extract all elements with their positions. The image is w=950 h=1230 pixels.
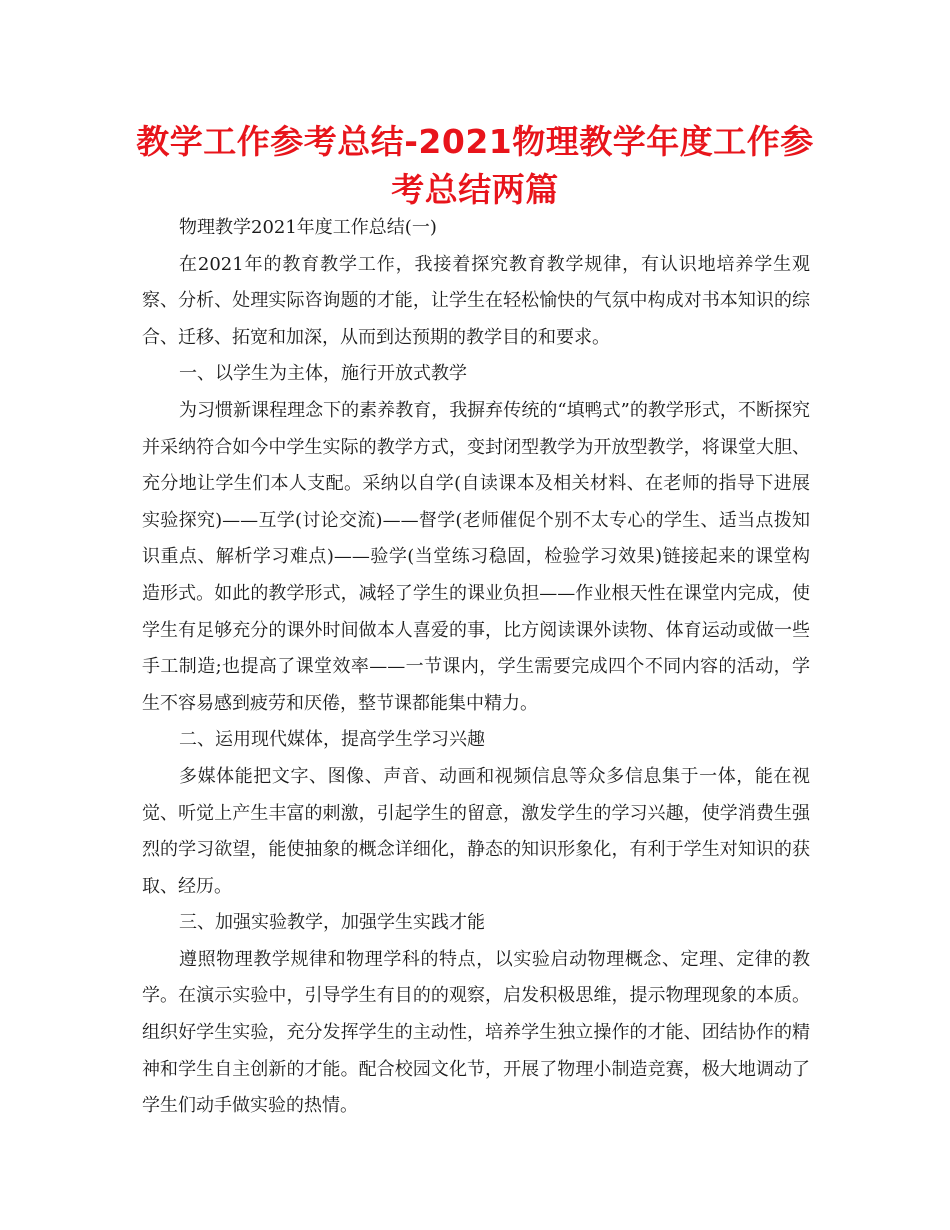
intro-paragraph: 在2021年的教育教学工作，我接着探究教育教学规律，有认识地培养学生观察、分析、处理实际咨询题的才能，让学生在轻松愉快的气氛中构成对书本知识的综合、迁移、拓宽和加深，从而到达预期的教学目的和要求。: [142, 253, 810, 348]
section-3-paragraph: 遵照物理教学规律和物理学科的特点，以实验启动物理概念、定理、定律的教学。在演示实验中，引导学生有目的的观察，启发积极思维，提示物理现象的本质。组织好学生实验，充分发挥学生的主动性，培养学生独立操作的才能、团结协作的精神和学生自主创新的才能。配合校园文化节，开展了物理小制造竞赛，极大地调动了学生们动手做实验的热情。: [142, 948, 810, 1117]
section-heading-3: 三、加强实验教学，加强学生实践才能: [179, 912, 485, 934]
section-heading-2: 二、运用现代媒体，提高学生学习兴趣: [179, 729, 485, 751]
document-body: [142, 210, 810, 1125]
section-heading-1: 一、以学生为主体，施行开放式教学: [179, 363, 467, 385]
subtitle-paragraph: 物理教学2021年度工作总结(一): [179, 217, 437, 238]
section-1-paragraph: 为习惯新课程理念下的素养教育，我摒弃传统的“填鸭式”的教学形式，不断探究并采纳符合如今中学生实际的教学方式，变封闭型教学为开放型教学，将课堂大胆、充分地让学生们本人支配。采纳以自学(自读课本及相关材料、在老师的指导下进展实验探究)——互学(讨论交流)——督学(老师催促个别不太专心的学生、适当点拨知识重点、解析学习难点)——验学(当堂练习稳固，检验学习效果)链接起来的课堂构造形式。如此的教学形式，减轻了学生的课业负担——作业根天性在课堂内完成，使学生有足够充分的课外时间做本人喜爱的事，比方阅读课外读物、体育运动或做一些手工制造;也提高了课堂效率——一节课内，学生需要完成四个不同内容的活动，学生不容易感到疲劳和厌倦，整节课都能集中精力。: [142, 399, 810, 714]
section-2-paragraph: 多媒体能把文字、图像、声音、动画和视频信息等众多信息集于一体，能在视觉、听觉上产生丰富的刺激，引起学生的留意，激发学生的学习兴趣，使学消费生强烈的学习欲望，能使抽象的概念详细化，静态的知识形象化，有利于学生对知识的获取、经历。: [142, 765, 810, 897]
document-title: 教学工作参考总结-2021物理教学年度工作参考总结两篇: [136, 122, 814, 209]
